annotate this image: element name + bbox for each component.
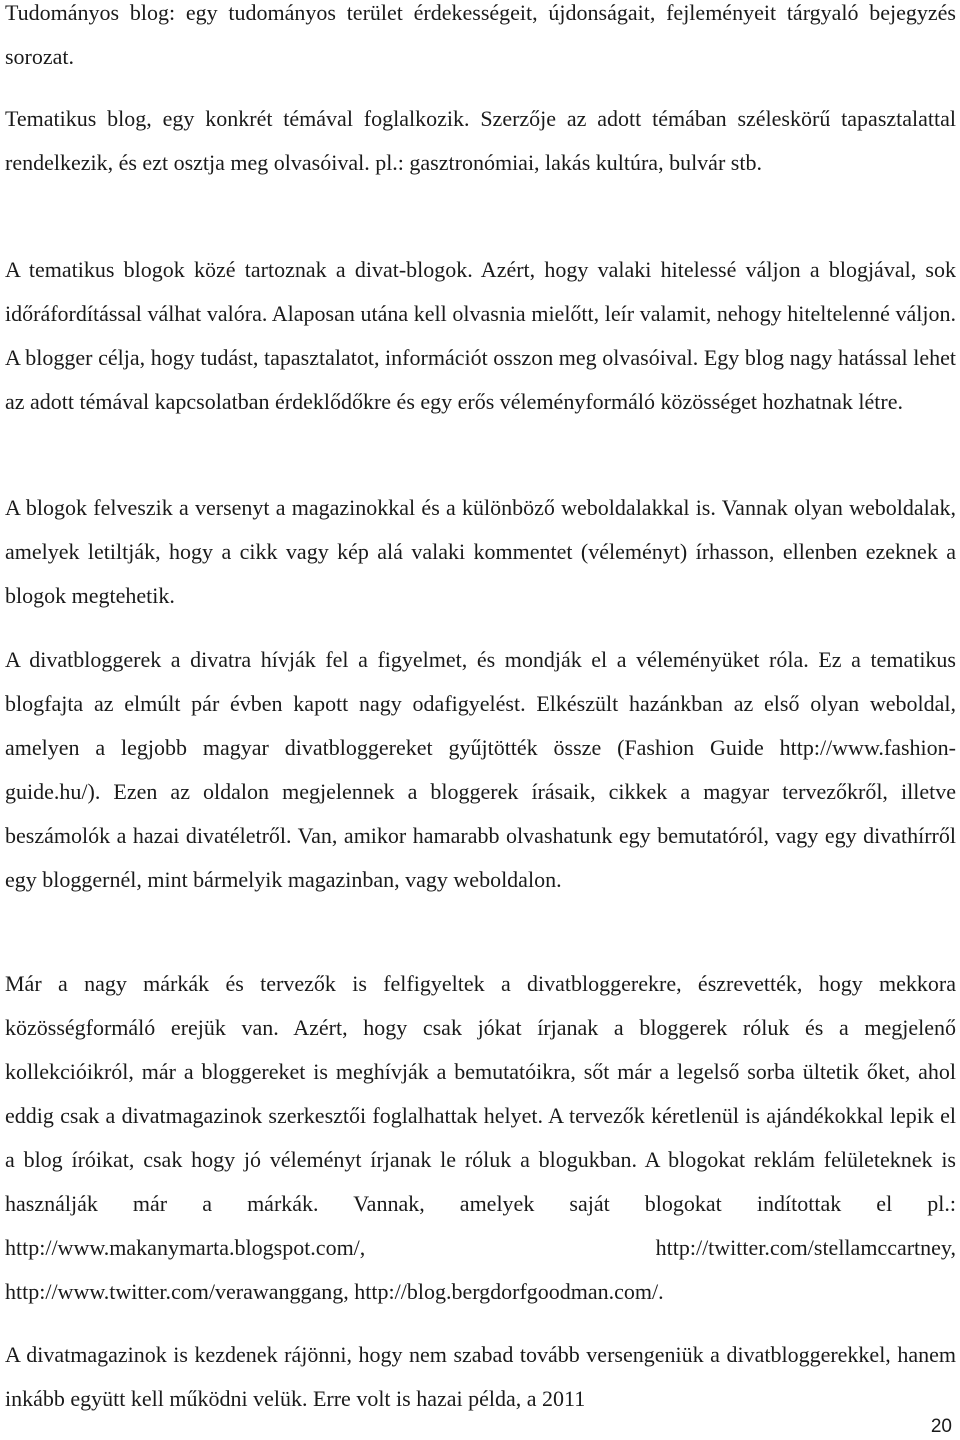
paragraph-fashion-bloggers: A divatbloggerek a divatra hívják fel a figyelmet, és mondják el a véleményüket róla. Ez a tematikus blogfajta az elmúlt pár évben kapott nagy odafigyelést. Elkészült hazánkban az első olyan weboldal, amelyen a legjobb magyar divatbloggereket gyűjtötték össze (Fashion Guide http://www.fashion-guide.hu/). Ezen az oldalon megjelennek a bloggerek írásaik, cikkek a magyar tervezőkről, illetve beszámolók a hazai divatéletről. Van, amikor hamarabb olvashatunk egy bemutatóról, vagy egy divathírről egy bloggernél, mint bármelyik magazinban, vagy weboldalon. bbox=[5, 647, 956, 892]
page-number: 20 bbox=[930, 1416, 952, 1437]
document-page bbox=[5, 0, 956, 1440]
paragraph-thematic-blog: Tematikus blog, egy konkrét témával foglalkozik. Szerzője az adott témában széleskörű tapasztalattal rendelkezik, és ezt osztja meg olvasóival. pl.: gasztronómiai, lakás kultúra, bulvár stb. bbox=[5, 106, 956, 175]
paragraph-science-blog: Tudományos blog: egy tudományos terület érdekességeit, újdonságait, fejleményeit tárgyaló bejegyzés sorozat. bbox=[5, 0, 956, 69]
paragraph-fashion-magazines: A divatmagazinok is kezdenek rájönni, hogy nem szabad tovább versengeniük a divatbloggerekkel, hanem inkább együtt kell működni velük. Erre volt is hazai példa, a 2011 bbox=[5, 1342, 956, 1411]
paragraph-brands-and-designers: Már a nagy márkák és tervezők is felfigyeltek a divatbloggerekre, észrevették, hogy mekkora közösségformáló erejük van. Azért, hogy csak jókat írjanak a bloggerek róluk és a megjelenő kollekcióikról, már a bloggereket is meghívják a bemutatóikra, sőt már a legelső sorba ültetik őket, ahol eddig csak a divatmagazinok szerkesztői foglalhattak helyet. A tervezők kéretlenül is ajándékokkal lepik el a blog íróikat, csak hogy jó véleményt írjanak le róluk a blogukban. A blogokat reklám felületeknek is használják már a márkák. Vannak, amelyek saját blogokat indítottak el pl.: http://www.makanymarta.blogspot.com/, http://twitter.com/stellamccartney, http://www.twitter.com/verawanggang, http://blog.bergdorfgoodman.com/. bbox=[5, 971, 956, 1304]
paragraph-blogs-vs-magazines: A blogok felveszik a versenyt a magazinokkal és a különböző weboldalakkal is. Vannak olyan weboldalak, amelyek letiltják, hogy a cikk vagy kép alá valaki kommentet (véleményt) írhasson, ellenben ezeknek a blogok megtehetik. bbox=[5, 495, 956, 608]
paragraph-fashion-blogs-credibility: A tematikus blogok közé tartoznak a divat-blogok. Azért, hogy valaki hitelessé váljon a blogjával, sok időráfordítással válhat valóra. Alaposan utána kell olvasnia mielőtt, leír valamit, nehogy hiteltelenné váljon. A blogger célja, hogy tudást, tapasztalatot, információt osszon meg olvasóival. Egy blog nagy hatással lehet az adott témával kapcsolatban érdeklődőkre és egy erős véleményformáló közösséget hozhatnak létre. bbox=[5, 257, 956, 414]
